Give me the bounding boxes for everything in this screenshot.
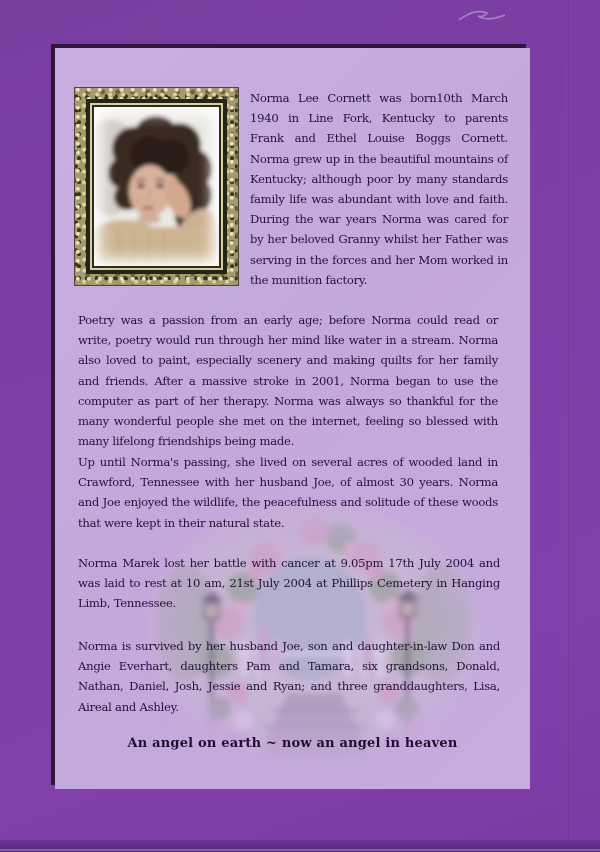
bottom-edge-highlight: [0, 849, 600, 851]
bio-paragraph-passing: Norma Marek lost her battle with cancer at 9.05pm 17th July 2004 and was laid to rest at 10 am, 21st July 2004 at Phillips Cemetery in Hanging Limb, Tennessee.: [78, 556, 500, 611]
bio-paragraph-birth: Norma Lee Cornett was born10th March 1940 in Line Fork, Kentucky to parents Frank and Ethel Louise Boggs Cornett. Norma grew up in the beautiful mountains of Kentucky; although poor by many standards family life was abundant with love and faith. During the war years Norma was cared for by her beloved Granny whilst her Father was serving in the forces and her Mom worked in the munition factory.: [250, 91, 508, 287]
paper-crease: [566, 0, 569, 852]
bio-paragraph-survivors: Norma is survived by her husband Joe, son and daughter-in-law Don and Angie Everhart, daughters Pam and Tamara, six grandsons, Donald, Nathan, Daniel, Josh, Jessie and Ryan; and three granddaughters, Lisa, Aireal and Ashley.: [78, 639, 500, 714]
portrait-photo: [94, 107, 219, 266]
bio-paragraph-home: Up until Norma's passing, she lived on several acres of wooded land in Crawford, Tennessee with her husband Joe, of almost 30 years. Norma and Joe enjoyed the wildlife, the peacefulness and solitude of these woods that were kept in their natural state.: [78, 455, 498, 530]
closing-line: An angel on earth ~ now an angel in heaven: [127, 736, 458, 751]
bio-paragraph-poetry: Poetry was a passion from an early age; before Norma could read or write, poetry would run through her mind like water in a stream. Norma also loved to paint, especially scenery and making quilts for her family and friends. After a massive stroke in 2001, Norma began to use the computer as part of her therapy. Norma was always so thankful for the many wonderful people she met on the internet, feeling so blessed with many lifelong friendships being made.: [78, 313, 498, 449]
portrait-frame: [74, 87, 239, 286]
garden-watermark-image: [145, 493, 480, 761]
scratch-mark: [455, 5, 515, 27]
card-panel: [55, 48, 530, 789]
